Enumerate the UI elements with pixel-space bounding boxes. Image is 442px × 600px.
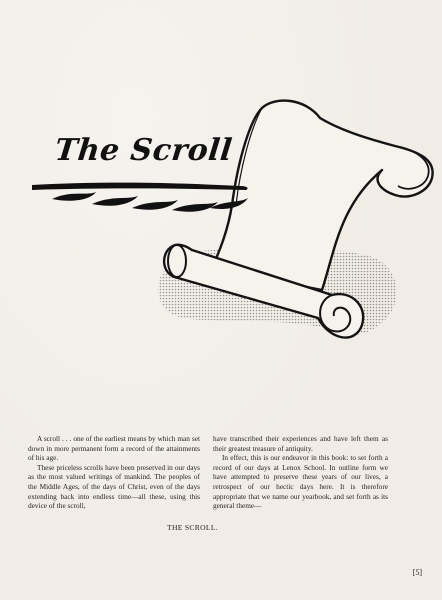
title-flourish-1 — [52, 192, 96, 201]
page-title: The Scroll — [53, 133, 235, 168]
paragraph: In effect, this is our endeavor in this book: to set forth a record of our days at Lenox School. In outline form we have attempted to preserve these years of our lives, a retrospect of our hectic days here. It is therefore appropriate that we name our yearbook, and set forth as its general theme— — [213, 453, 388, 511]
signoff: THE SCROLL. — [167, 523, 218, 532]
title-flourish-2 — [92, 196, 138, 206]
title-flourish-3 — [132, 200, 178, 210]
paragraph: These priceless scrolls have been preserved in our days as the most valued writings of mankind. The peoples of the Middle Ages, of the days of Christ, even of the days extending back into endless time—all these, using this device of the scroll, — [28, 462, 200, 511]
page-number: [5] — [412, 568, 422, 577]
scroll-parchment — [212, 101, 433, 290]
body-column-right — [213, 434, 388, 511]
scroll-roll-left-end — [168, 245, 186, 277]
title-flourish-4 — [172, 202, 218, 212]
title-underline-top — [32, 183, 248, 190]
body-column-left — [28, 434, 200, 511]
paragraph: A scroll . . . one of the earliest means by which man set down in more permanent form a record of the attainments of his age. — [28, 434, 200, 463]
paragraph: have transcribed their experiences and have left them as their greatest treasure of antiquity. — [213, 434, 388, 453]
